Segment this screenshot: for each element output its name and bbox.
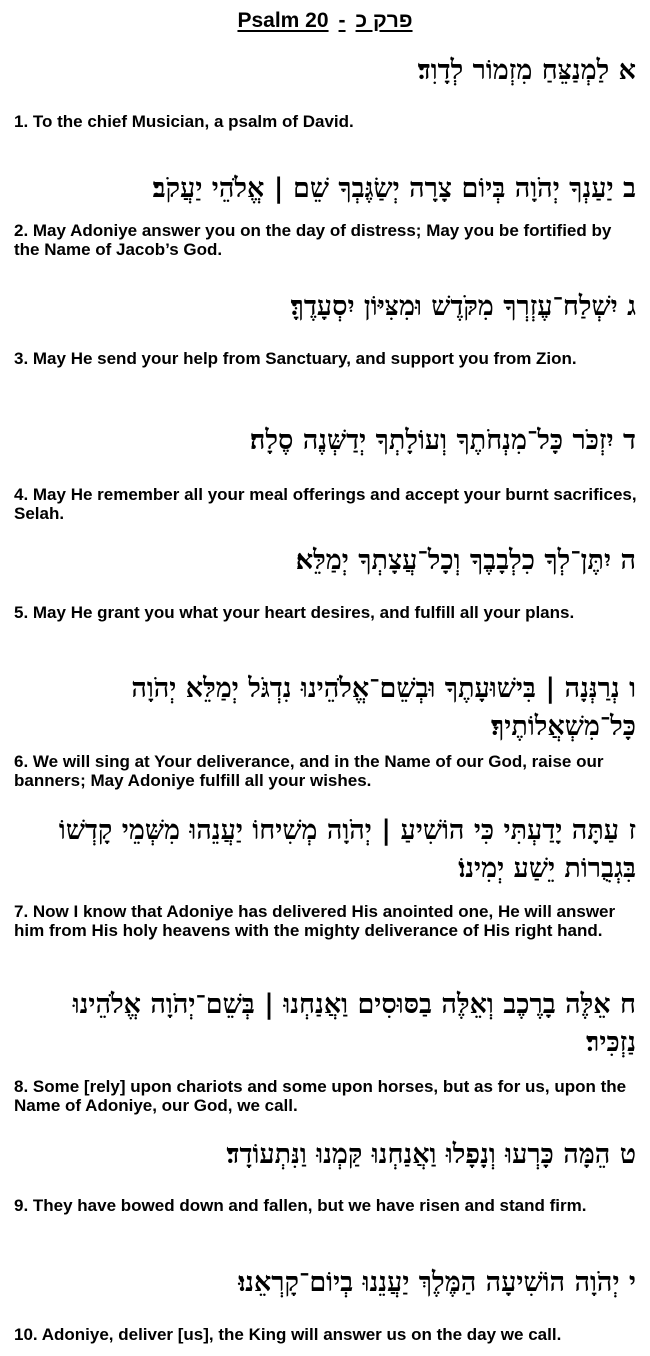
- title-english: Psalm 20: [237, 9, 329, 32]
- english-verse-text: 2. May Adoniye answer you on the day of distress; May you be fortified by the Name of Jacob’s God.: [14, 221, 612, 259]
- english-verse-text: 3. May He send your help from Sanctuary, and support you from Zion.: [14, 349, 577, 368]
- page-title: [0, 8, 650, 34]
- english-verse-text: 5. May He grant you what your heart desires, and fulfill all your plans.: [14, 603, 575, 622]
- hebrew-verse-text: ג יִשְׁלַח־עֶזְרְךָ מִקֹּדֶשׁ וּמִצִּיּוֹן יִסְעָדֶךָּ׃: [290, 291, 636, 322]
- english-verse-text: 8. Some [rely] upon chariots and some upon horses, but as for us, upon the Name of Adoniye, our God, we call.: [14, 1077, 627, 1115]
- title-separator: -: [338, 9, 346, 32]
- hebrew-verse-text: ח אֵלֶּה בָרֶכֶב וְאֵלֶּה בַסּוּסִים וַאֲנַחְנוּ | בְּשֵׁם־יְהֹוָה אֱלֹהֵינוּ נַזְכִּיר׃: [72, 989, 636, 1058]
- hebrew-verse-text: ט הֵמָּה כָּרְעוּ וְנָפָלוּ וַאֲנַחְנוּ קַּמְנוּ וַנִּתְעוֹדָד׃: [226, 1139, 636, 1170]
- hebrew-verse-text: ב יַעַנְךָ יְהֹוָה בְּיוֹם צָרָה יְשַׂגֶּבְךָ שֵׁם | אֱלֹהֵי יַעֲקֹב׃: [152, 173, 636, 204]
- english-verse-text: 9. They have bowed down and fallen, but we have risen and stand firm.: [14, 1196, 587, 1215]
- english-verse-text: 10. Adoniye, deliver [us], the King will answer us on the day we call.: [14, 1325, 562, 1344]
- hebrew-verse-text: ה יִתֶּן־לְךָ כִלְבָבֶךָ וְכָל־עֲצָתְךָ יְמַלֵּא׃: [295, 545, 636, 576]
- title-line: [237, 8, 412, 34]
- english-verse-text: 7. Now I know that Adoniye has delivered His anointed one, He will answer him from His holy heavens with the mighty deliverance of His right hand.: [14, 902, 616, 940]
- english-verse-text: 6. We will sing at Your deliverance, and in the Name of our God, raise our banners; May Adoniye fulfill all your wishes.: [14, 752, 604, 790]
- hebrew-verse-text: י יְהֹוָה הוֹשִׁיעָה הַמֶּלֶךְ יַעֲנֵנוּ בְיוֹם־קָרְאֵנוּ׃: [238, 1267, 636, 1298]
- hebrew-verse-text: ד יִזְכֹּר כָּל־מִנְחֹתֶךָ וְעוֹלָתְךָ יְדַשְּׁנֶה סֶלָה׃: [249, 425, 636, 456]
- english-verse-text: 1. To the chief Musician, a psalm of David.: [14, 112, 354, 131]
- hebrew-verse-text: ז עַתָּה יָדַעְתִּי כִּי הוֹשִׁיעַ | יְהֹוָה מְשִׁיחוֹ יַעֲנֵהוּ מִשְּׁמֵי קָדְשׁוֹ בִּגְבֻרוֹת יֵשַׁע יְמִינוֹ׃: [58, 815, 636, 884]
- title-hebrew: פרק כ: [355, 9, 413, 32]
- english-verse-text: 4. May He remember all your meal offerings and accept your burnt sacrifices, Selah.: [14, 485, 637, 523]
- hebrew-verse-text: א לַמְנַצֵּחַ מִזְמוֹר לְדָוִד׃: [417, 55, 636, 86]
- hebrew-verse-text: ו נְרַנְּנָה | בִּישׁוּעָתֶךָ וּבְשֵׁם־אֱלֹהֵינוּ נִדְגֹּל יְמַלֵּא יְהֹוָה כָּל־מִשְׁאֲלוֹתֶיךָ׃: [131, 673, 636, 742]
